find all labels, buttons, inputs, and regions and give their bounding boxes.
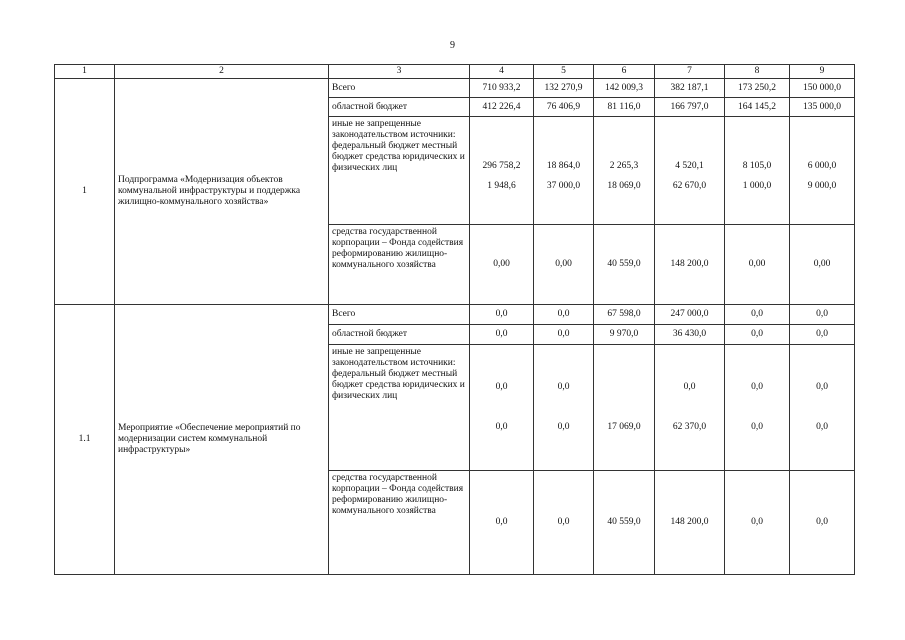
- value-cell: 142 009,3: [594, 79, 655, 98]
- value-cell: 0,0: [725, 471, 790, 575]
- value-line: 0,0: [816, 382, 828, 392]
- value-line: 0,0: [557, 422, 570, 432]
- value-line: 0,0: [816, 422, 828, 432]
- value-cell: [594, 117, 655, 225]
- row-code: 1.1: [55, 305, 115, 575]
- value-cell: 0,00: [470, 225, 534, 305]
- value-line: 9 000,0: [807, 181, 837, 191]
- value-line: [597, 382, 651, 393]
- value-cell: [655, 117, 725, 225]
- value-cell: [725, 345, 790, 471]
- value-cell: [534, 117, 594, 225]
- value-line: 0,0: [751, 382, 763, 392]
- value-cell: 0,0: [470, 471, 534, 575]
- header-cell: 9: [790, 65, 855, 79]
- source-label: Всего: [329, 79, 470, 98]
- value-cell: [725, 117, 790, 225]
- value-line: 0,0: [683, 382, 696, 392]
- value-cell: 247 000,0: [655, 305, 725, 325]
- value-line: 62 370,0: [672, 422, 707, 432]
- value-cell: 132 270,9: [534, 79, 594, 98]
- value-cell: 173 250,2: [725, 79, 790, 98]
- value-line: 1 000,0: [742, 181, 772, 191]
- value-cell: [655, 345, 725, 471]
- value-cell: 0,00: [534, 225, 594, 305]
- value-line: 6 000,0: [807, 161, 837, 171]
- value-cell: 164 145,2: [725, 98, 790, 117]
- value-cell: [534, 345, 594, 471]
- value-cell: 40 559,0: [594, 471, 655, 575]
- value-cell: 382 187,1: [655, 79, 725, 98]
- header-row: [55, 65, 855, 79]
- source-label: иные не запрещенные законодательством источники: федеральный бюджет местный бюджет средства юридических и физических лиц: [329, 117, 470, 225]
- value-line: 0,0: [557, 382, 570, 392]
- value-line: 62 670,0: [672, 181, 707, 191]
- value-line: 37 000,0: [546, 181, 581, 191]
- header-cell: 6: [594, 65, 655, 79]
- value-cell: 81 116,0: [594, 98, 655, 117]
- value-line: 18 069,0: [607, 181, 641, 191]
- header-cell: 4: [470, 65, 534, 79]
- value-cell: [470, 345, 534, 471]
- value-line: 8 105,0: [742, 161, 772, 171]
- value-line: 4 520,1: [675, 161, 704, 171]
- source-label: областной бюджет: [329, 98, 470, 117]
- value-cell: [790, 117, 855, 225]
- header-cell: 1: [55, 65, 115, 79]
- value-cell: 0,0: [534, 325, 594, 345]
- table-row: [55, 305, 855, 325]
- header-cell: 5: [534, 65, 594, 79]
- source-label: Всего: [329, 305, 470, 325]
- value-cell: [790, 345, 855, 471]
- value-line: 2 265,3: [609, 161, 639, 171]
- value-cell: 148 200,0: [655, 471, 725, 575]
- value-cell: [470, 117, 534, 225]
- value-line: 0,0: [495, 382, 508, 392]
- value-cell: 412 226,4: [470, 98, 534, 117]
- value-line: 0,0: [751, 422, 763, 432]
- value-cell: 0,0: [725, 305, 790, 325]
- value-cell: 0,0: [534, 305, 594, 325]
- value-line: 0,0: [495, 422, 508, 432]
- value-cell: 148 200,0: [655, 225, 725, 305]
- value-cell: 0,0: [534, 471, 594, 575]
- value-cell: 710 933,2: [470, 79, 534, 98]
- value-cell: 76 406,9: [534, 98, 594, 117]
- source-label: областной бюджет: [329, 325, 470, 345]
- value-cell: 0,0: [470, 305, 534, 325]
- value-cell: 0,0: [790, 325, 855, 345]
- value-cell: 150 000,0: [790, 79, 855, 98]
- table-row: [55, 79, 855, 98]
- value-cell: [594, 345, 655, 471]
- header-cell: 8: [725, 65, 790, 79]
- value-line: 18 864,0: [546, 161, 581, 171]
- value-cell: 135 000,0: [790, 98, 855, 117]
- value-line: 1 948,6: [487, 181, 516, 191]
- page-number: 9: [450, 40, 455, 51]
- row-name: Мероприятие «Обеспечение мероприятий по модернизации систем коммунальной инфраструктуры»: [115, 305, 329, 575]
- value-cell: 36 430,0: [655, 325, 725, 345]
- budget-table: [54, 64, 855, 575]
- value-cell: 0,00: [725, 225, 790, 305]
- value-line: 296 758,2: [482, 161, 521, 171]
- row-code: 1: [55, 79, 115, 305]
- header-cell: 2: [115, 65, 329, 79]
- value-line: 17 069,0: [607, 422, 641, 432]
- value-cell: 40 559,0: [594, 225, 655, 305]
- value-cell: 0,00: [790, 225, 855, 305]
- value-cell: 0,0: [725, 325, 790, 345]
- source-label: средства государственной корпорации – Фонда содействия реформированию жилищно-коммунального хозяйства: [329, 225, 470, 305]
- row-name: Подпрограмма «Модернизация объектов коммунальной инфраструктуры и поддержка жилищно-коммунального хозяйства»: [115, 79, 329, 305]
- value-cell: 0,0: [790, 305, 855, 325]
- value-cell: 166 797,0: [655, 98, 725, 117]
- value-cell: 9 970,0: [594, 325, 655, 345]
- header-cell: 3: [329, 65, 470, 79]
- header-cell: 7: [655, 65, 725, 79]
- source-label: иные не запрещенные законодательством источники: федеральный бюджет местный бюджет средства юридических и физических лиц: [329, 345, 470, 471]
- value-cell: 0,0: [790, 471, 855, 575]
- source-label: средства государственной корпорации – Фонда содействия реформированию жилищно-коммунального хозяйства: [329, 471, 470, 575]
- value-cell: 0,0: [470, 325, 534, 345]
- value-cell: 67 598,0: [594, 305, 655, 325]
